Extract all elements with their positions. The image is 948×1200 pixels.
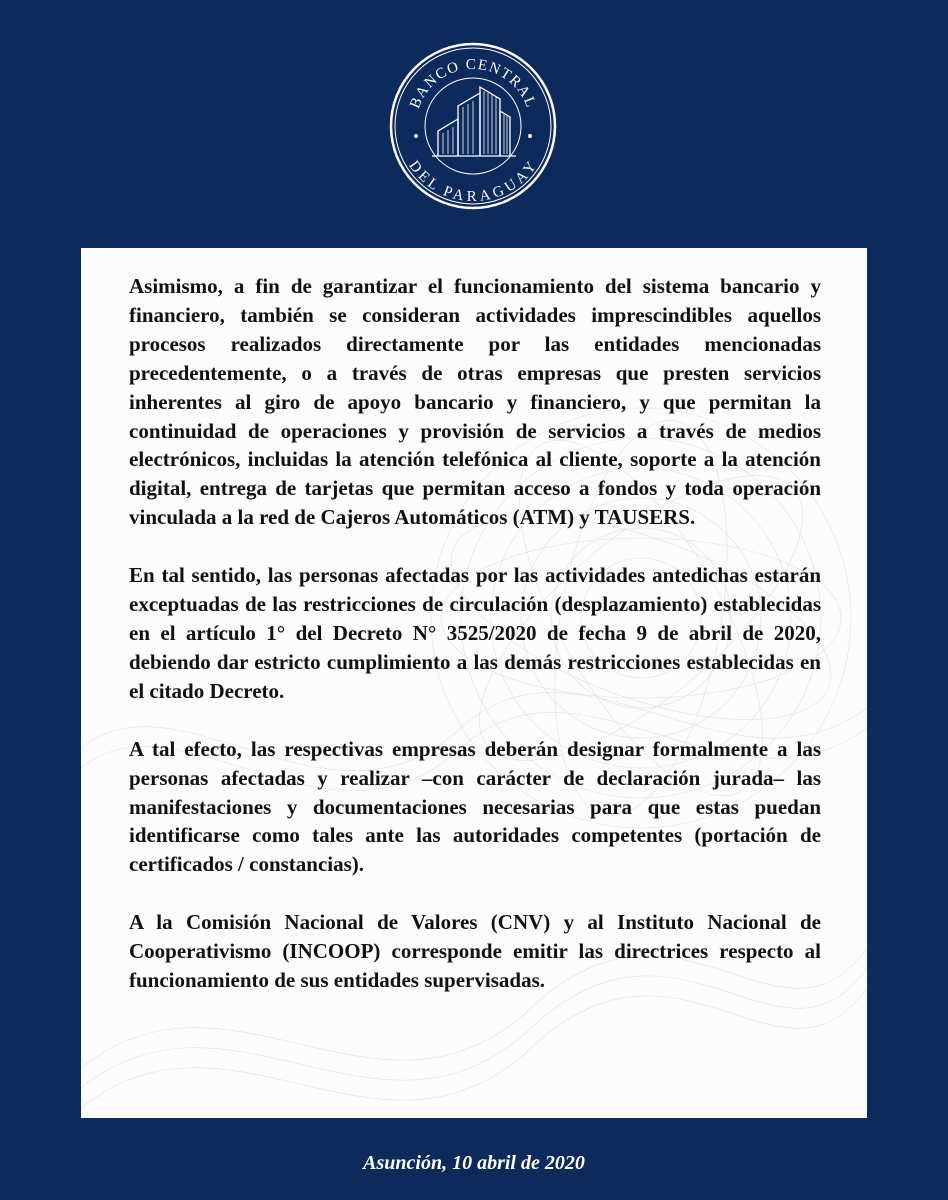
content-card: [81, 248, 867, 1118]
logo-ring-text-top: BANCO CENTRAL: [407, 56, 539, 111]
footer-date: Asunción, 10 abril de 2020: [363, 1152, 585, 1174]
logo-ring-text-bottom: DEL PARAGUAY: [405, 157, 541, 206]
document-body: [129, 272, 821, 1024]
paragraph-2: En tal sentido, las personas afectadas por las actividades antedichas estarán exceptuadas de las restricciones de circulación (desplazamiento) establecidas en el artículo 1° del Decreto N° 3525/2020 de fecha 9 de abril de 2020, debiendo dar estricto cumplimiento a las demás restricciones establecidas en el citado Decreto.: [129, 563, 821, 703]
paragraph-3: A tal efecto, las respectivas empresas deberán designar formalmente a las personas afectadas y realizar –con carácter de declaración jurada– las manifestaciones y documentaciones necesarias para que estas puedan identificarse como tales ante las autoridades competentes (portación de certificados / constancias).: [129, 736, 821, 877]
paragraph-4: A la Comisión Nacional de Valores (CNV) y al Instituto Nacional de Cooperativismo (INCOOP) corresponde emitir las directrices respecto al funcionamiento de sus entidades supervisadas.: [129, 910, 821, 993]
paragraph-1: Asimismo, a fin de garantizar el funcionamiento del sistema bancario y financiero, también se consideran actividades imprescindibles aquellos procesos realizados directamente por las entidades mencionadas precedentemente, o a través de otras empresas que presten servicios inherentes al giro de apoyo bancario y financiero, y que permitan la continuidad de operaciones y provisión de servicios a través de medios electrónicos, incluidas la atención telefónica al cliente, soporte a la atención digital, entrega de tarjetas que permitan acceso a fondos y toda operación vinculada a la red de Cajeros Automáticos (ATM) y TAUSERS.: [129, 274, 821, 530]
central-bank-building-seal-icon: [388, 41, 558, 211]
svg-text:DEL PARAGUAY: [405, 158, 540, 205]
